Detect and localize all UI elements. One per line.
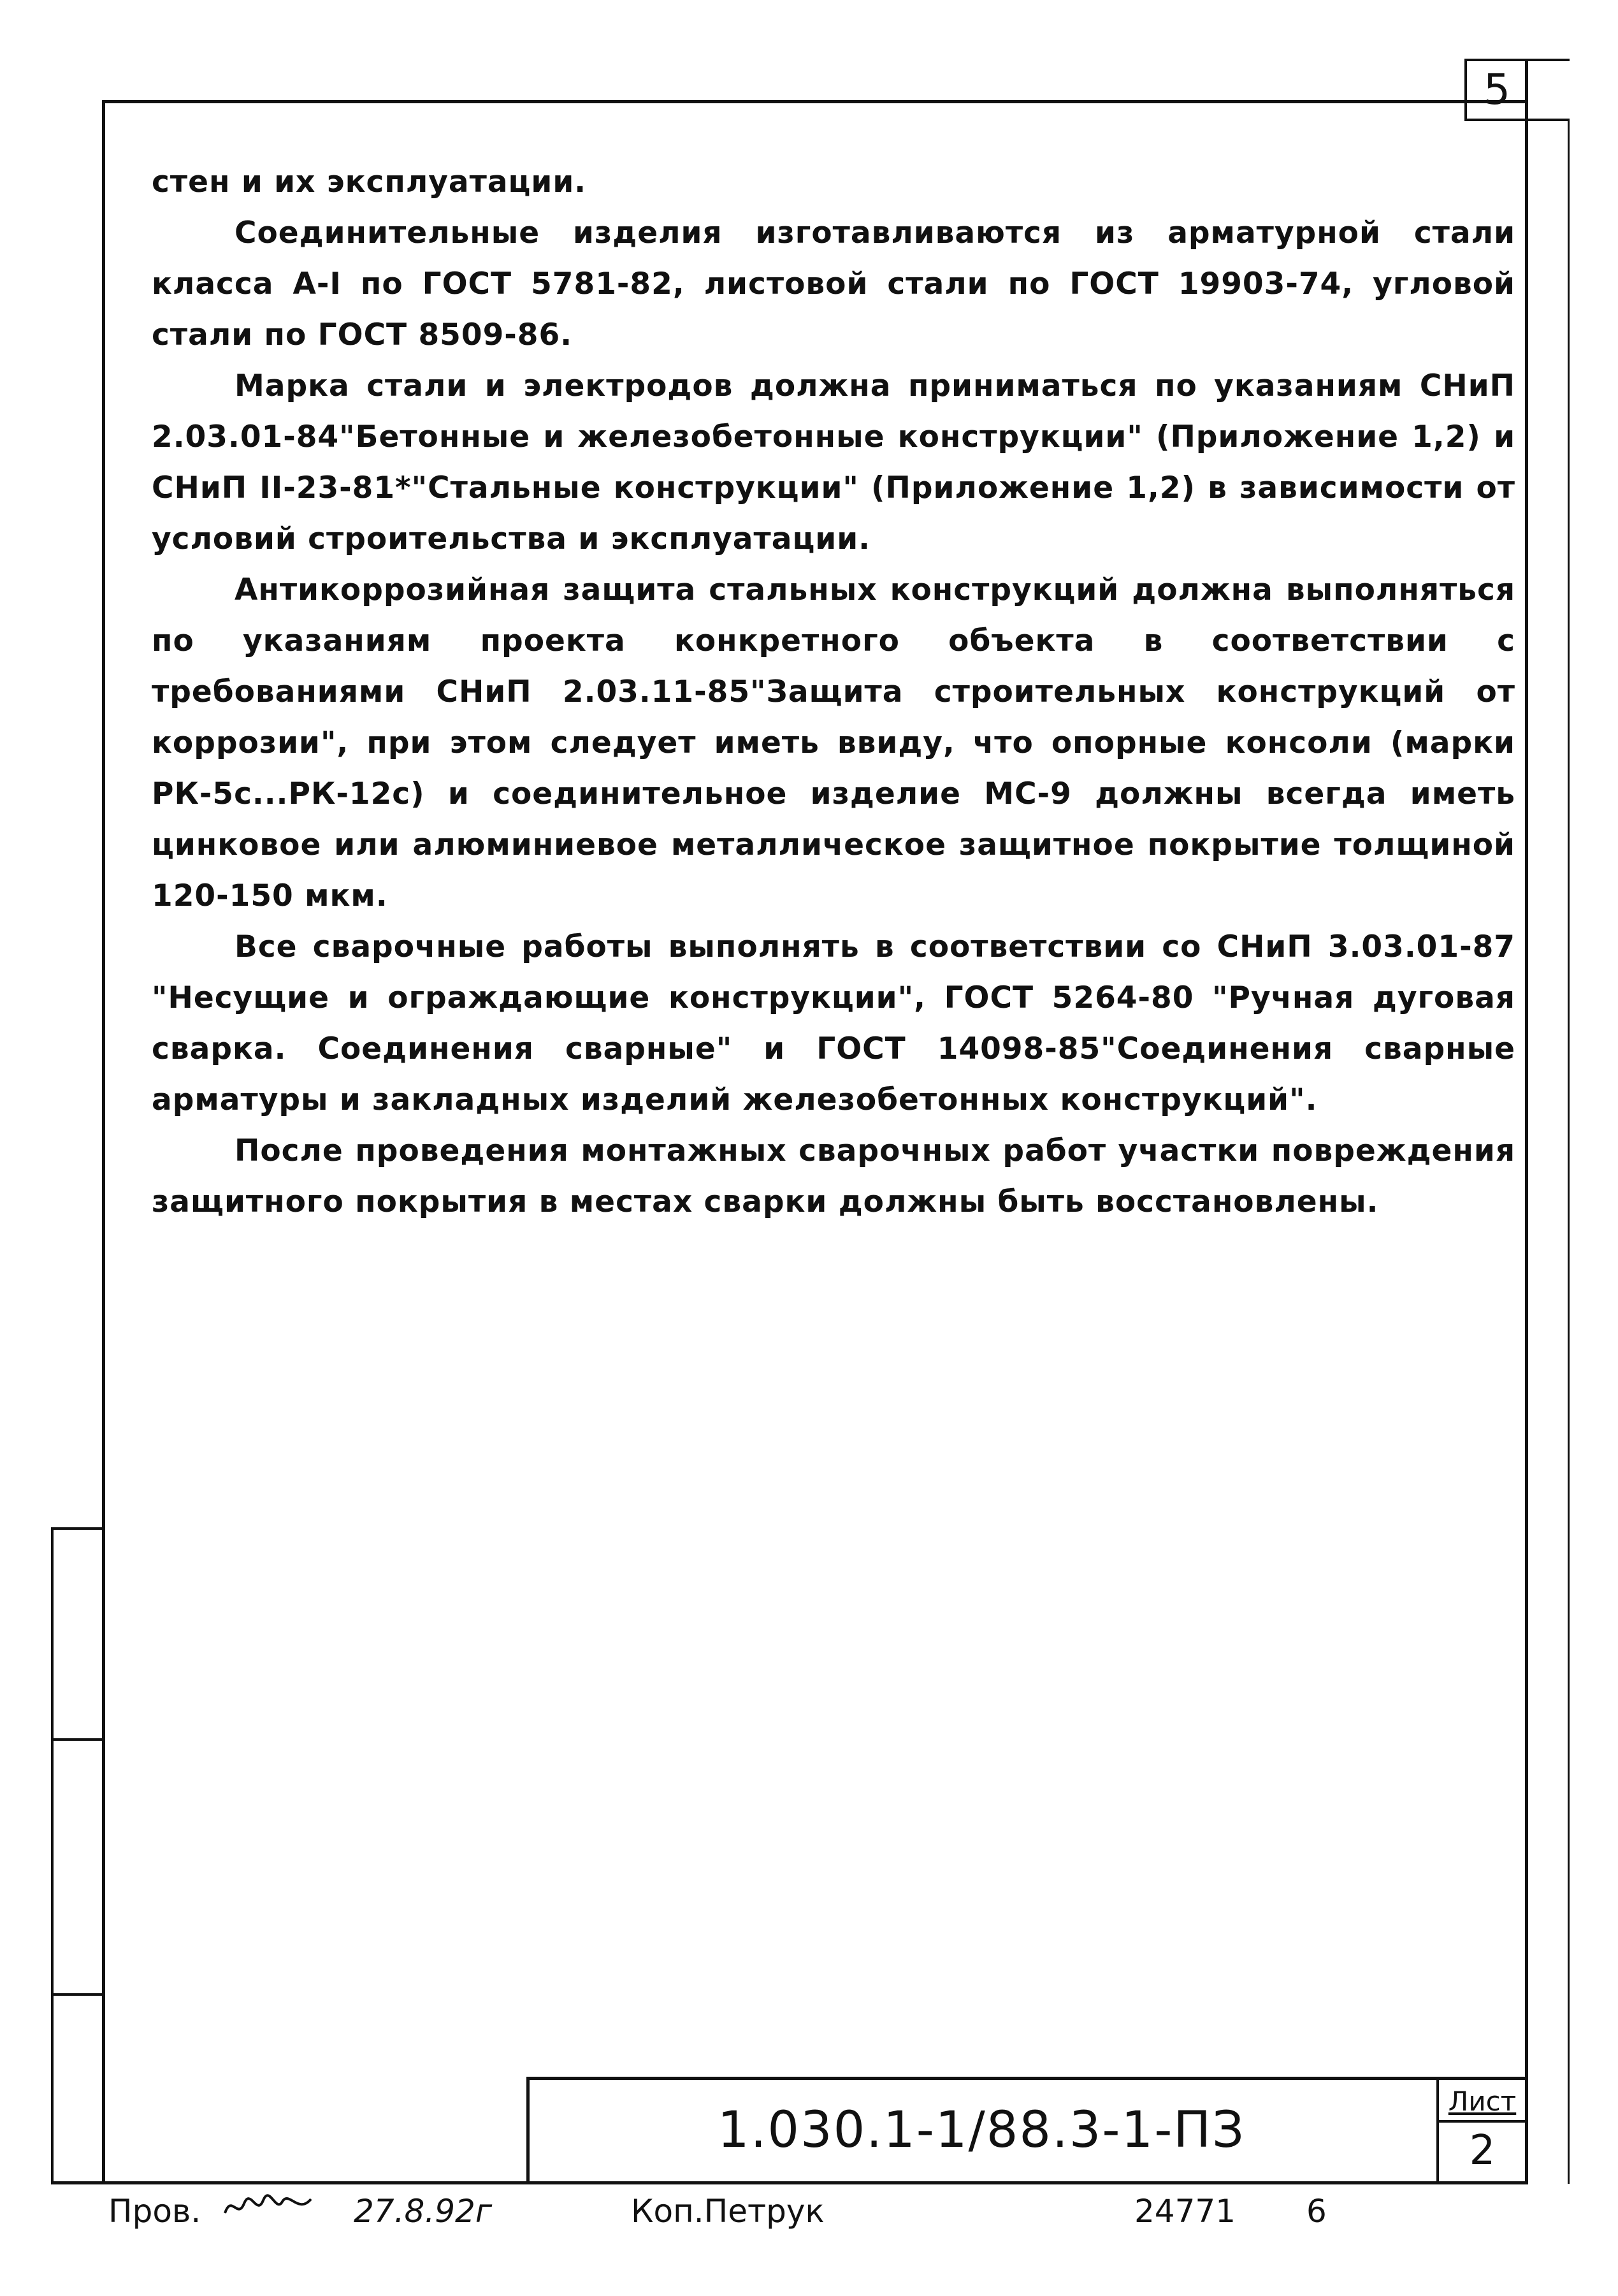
inventory-number: 24771 [1134, 2193, 1236, 2230]
checker-signature [222, 2188, 317, 2226]
page-number: 5 [1484, 64, 1510, 114]
paragraph: Соединительные изделия изготавливаются из арматурной стали класса А-I по ГОСТ 5781-82, листовой стали по ГОСТ 19903-74, угловой стали по ГОСТ 8509-86. [152, 215, 1515, 352]
paragraph: Антикоррозийная защита стальных конструкций должна выполняться по указаниям проекта конкретного объекта в соответствии с требованиями СНиП 2.03.11-85"Защита строительных конструкций от коррозии", при этом следует иметь ввиду, что опорные консоли (марки РК-5с...РК-12с) и соединительное изделие МС-9 должны всегда иметь цинковое или алюминиевое металлическое защитное покрытие толщиной 120-150 мкм. [152, 572, 1515, 913]
copied-by: Коп.Петрук [631, 2193, 825, 2230]
margin-box-divider-1 [51, 1527, 105, 1530]
margin-box-divider-2 [51, 1738, 105, 1741]
outer-right-edge [1568, 119, 1570, 2184]
sheet-label: Лист [1448, 2085, 1517, 2117]
paragraph: Все сварочные работы выполнять в соответствии со СНиП 3.03.01-87 "Несущие и ограждающие конструкции", ГОСТ 5264-80 "Ручная дуговая сварка. Соединения сварные" и ГОСТ 14098-85"Соединения сварные арматуры и закладных изделий железобетонных конструкций". [152, 929, 1515, 1117]
margin-box-divider-3 [51, 1993, 105, 1996]
checked-label: Пров. [108, 2193, 201, 2230]
paragraph: Марка стали и электродов должна приниматься по указаниям СНиП 2.03.01-84"Бетонные и железобетонные конструкции" (Приложение 1,2) и СНиП II-23-81*"Стальные конструкции" (Приложение 1,2) в зависимости от условий строительства и эксплуатации. [152, 368, 1515, 556]
frame-left-border [102, 100, 105, 2184]
document-code: 1.030.1-1/88.3-1-ПЗ [717, 2102, 1246, 2159]
paragraph: стен и их эксплуатации. [152, 164, 587, 200]
document-body [152, 157, 1515, 1228]
frame-top-border [102, 100, 1528, 103]
frame-bottom-border [51, 2181, 1528, 2184]
paragraph: После проведения монтажных сварочных работ участки повреждения защитного покрытия в местах сварки должны быть восстановлены. [152, 1133, 1515, 1219]
check-date: 27.8.92г [354, 2193, 493, 2230]
sheet-number: 2 [1469, 2127, 1496, 2174]
frame-right-border [1525, 59, 1528, 2184]
paper-format: 6 [1306, 2193, 1327, 2230]
margin-box-left-edge [51, 1527, 54, 2184]
